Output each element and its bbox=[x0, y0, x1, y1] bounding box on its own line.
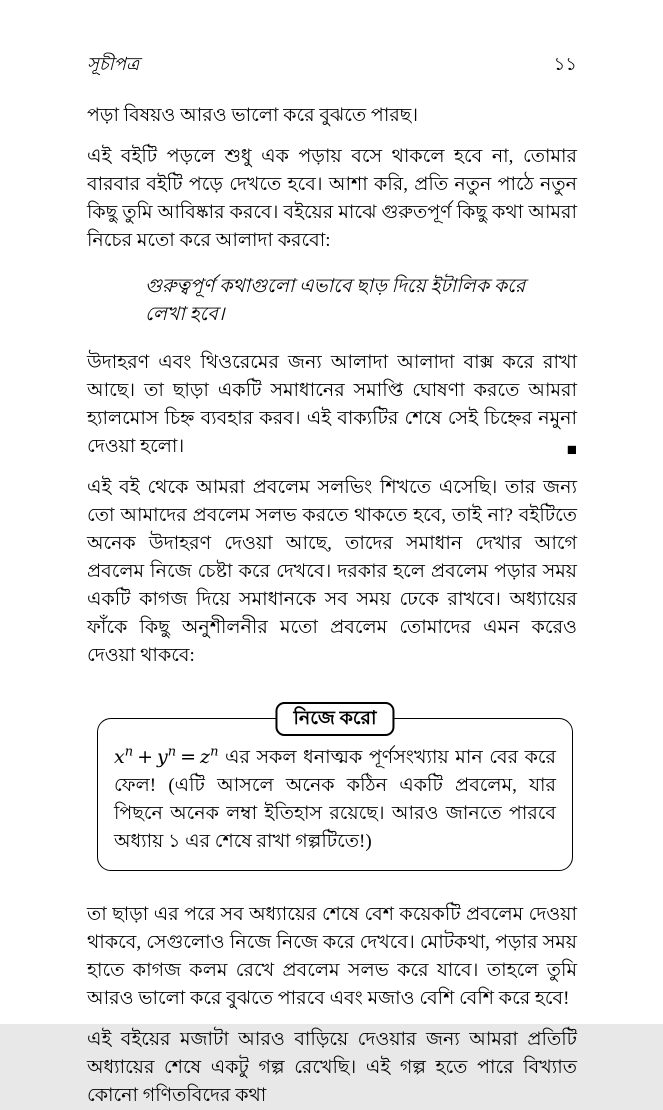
do-yourself-box-body bbox=[114, 743, 556, 856]
fermat-equation: $x^n + y^n = z^n$ bbox=[114, 744, 219, 768]
paragraph-3 bbox=[87, 349, 577, 461]
paragraph-1: পড়া বিষয়ও আরও ভালো করে বুঝতে পারছ। bbox=[87, 105, 419, 126]
page-number: ১১ bbox=[553, 54, 577, 74]
paragraph-6: এই বইয়ের মজাটা আরও বাড়িয়ে দেওয়ার জন্য আমরা প্রতিটি অধ্যায়ের শেষে একটু গল্প রেখেছি। এই গল্প হতে পারে বিখ্যাত কোনো গণিতবিদের কথা bbox=[87, 1029, 577, 1106]
running-title: সূচীপত্র bbox=[87, 54, 140, 74]
box-statement: এর সকল ধনাত্মক পূর্ণসংখ্যায় মান বের করে ফেল! bbox=[114, 747, 557, 796]
paragraph-4: এই বই থেকে আমরা প্রবলেম সলভিং শিখতে এসেছি। তার জন্য তো আমাদের প্রবলেম সলভ করতে থাকতে হবে, তাই না? বইটিতে অনেক উদাহরণ দেওয়া আছে, তাদের সমাধান দেখার আগে প্রবলেম নিজে চেষ্টা করে দেখবে। দরকার হলে প্রবলেম পড়ার সময় একটি কাগজ দিয়ে সমাধানকে সব সময় ঢেকে রাখবে। অধ্যায়ের ফাঁকে কিছু অনুশীলনীর মতো প্রবলেম তোমাদের এমন করেও দেওয়া থাকবে: bbox=[87, 477, 577, 666]
paragraph-5: তা ছাড়া এর পরে সব অধ্যায়ের শেষে বেশ কয়েকটি প্রবলেম দেওয়া থাকবে, সেগুলোও নিজে নিজে করে দেখবে। মোটকথা, পড়ার সময় হাতে কাগজ কলম রেখে প্রবলেম সলভ করে যাবে। তাহলে তুমি আরও ভালো করে বুঝতে পারবে এবং মজাও বেশি বেশি করে হবে! bbox=[87, 904, 577, 1009]
paragraph-2: এই বইটি পড়লে শুধু এক পড়ায় বসে থাকলে হবে না, তোমার বারবার বইটি পড়ে দেখতে হবে। আশা করি, প্রতি নতুন পাঠে নতুন কিছু তুমি আবিষ্কার করবে। বইয়ের মাঝে গুরুতপূর্ণ কিছু কথা আমরা নিচের মতো করে আলাদা করবো: bbox=[87, 146, 577, 251]
do-yourself-box-title: নিজে করো bbox=[275, 702, 394, 736]
italic-example-quote: গুরুত্বপূর্ণ কথাগুলো এভাবে ছাড় দিয়ে ইটালিক করে লেখা হবে। bbox=[145, 276, 526, 325]
box-note: (এটি আসলে অনেক কঠিন একটি প্রবলেম, যার পিছনে অনেক লম্বা ইতিহাস রয়েছে। আরও জানতে পারবে অধ্যায় ১ এর শেষে রাখা গল্পটিতে!) bbox=[114, 775, 557, 852]
paragraph-3-text: উদাহরণ এবং থিওরেমের জন্য আলাদা আলাদা বাক্স করে রাখা আছে। তা ছাড়া একটি সমাধানের সমাপ্তি ঘোষণা করতে আমরা হ্যালমোস চিহ্ন ব্যবহার করব। এই বাক্যটির শেষে সেই চিহ্নের নমুনা দেওয়া হলো। bbox=[87, 352, 577, 457]
do-yourself-box bbox=[97, 708, 573, 871]
page-header bbox=[87, 52, 577, 76]
halmos-square-symbol: ■ bbox=[566, 440, 577, 459]
